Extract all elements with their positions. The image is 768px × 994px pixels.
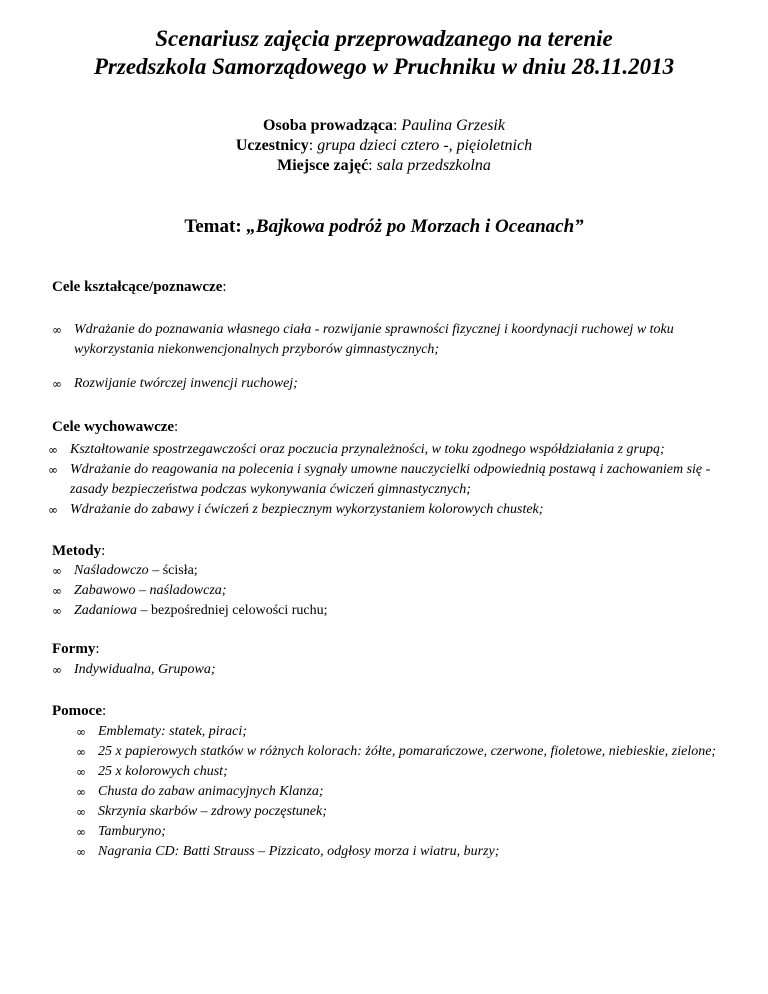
list-item [76,722,736,742]
infinity-bullet-icon: ∞ [76,725,86,739]
topic [0,216,768,238]
infinity-bullet-icon: ∞ [52,323,62,337]
list-item [76,802,736,822]
list-item [76,822,736,842]
list-item [76,782,736,802]
infinity-bullet-icon: ∞ [48,503,58,517]
list-item-text: 25 x kolorowych chust; [98,764,228,779]
section-heading-cele-wychowawcze: Cele wychowawcze: [52,419,179,435]
meta-participants-label: Uczestnicy [235,137,309,154]
list-metody [52,561,732,621]
section-heading-text: Cele kształcące/poznawcze [52,279,223,295]
list-item-text: Wdrażanie do poznawania własnego ciała - rozwijanie sprawności fizycznej i koordynacji ruchowej w toku wykorzystania niekonwencjonalnych przyborów gimnastycznych; [74,322,674,357]
meta-leader-value: Paulina Grzesik [401,117,505,134]
section-heading-text: Formy [52,641,96,657]
infinity-bullet-icon: ∞ [76,845,86,859]
infinity-bullet-icon: ∞ [52,377,62,391]
topic-label: Temat: [184,216,242,237]
list-item [52,601,732,621]
list-item-text-italic: Naśladowczo [74,563,149,578]
infinity-bullet-icon: ∞ [76,785,86,799]
list-item [76,842,736,862]
list-item [52,561,732,581]
meta-place-label: Miejsce zajęć [277,157,369,174]
document-title-line-1: Scenariusz zajęcia przeprowadzanego na terenie [155,26,613,51]
list-item [52,581,732,601]
section-heading-text: Cele wychowawcze [52,419,175,435]
list-item-text: Skrzynia skarbów – zdrowy poczęstunek; [98,804,327,819]
document-title-line-2: Przedszkola Samorządowego w Pruchniku w dniu 28.11.2013 [93,54,675,79]
list-item [48,440,748,460]
list-item-text: Tamburyno; [98,824,166,839]
infinity-bullet-icon: ∞ [76,805,86,819]
section-heading-pomoce: Pomoce: [52,703,107,719]
list-item [52,374,732,394]
list-item-text: Nagrania CD: Batti Strauss – Pizzicato, odgłosy morza i wiatru, burzy; [98,844,500,859]
list-item [48,500,748,520]
list-item-text: Indywidualna, Grupowa; [74,662,216,677]
list-item [76,742,736,762]
meta-leader: Osoba prowadząca: Paulina Grzesik [263,117,505,134]
section-heading-text: Metody [52,543,102,559]
list-formy [52,660,732,680]
list-item [48,460,748,500]
list-item-text: Wdrażanie do reagowania na polecenia i sygnały umowne nauczycielki odpowiednią postawą i zachowaniem się - zasady bezpieczeństwa podczas wykonywania ćwiczeń gimnastycznych; [70,462,711,497]
infinity-bullet-icon: ∞ [48,463,58,477]
list-item-text: – ścisła; [148,563,198,578]
infinity-bullet-icon: ∞ [76,825,86,839]
meta-place: Miejsce zajęć: sala przedszkolna [277,157,491,174]
list-item-text: Wdrażanie do zabawy i ćwiczeń z bezpiecznym wykorzystaniem kolorowych chustek; [70,502,544,517]
list-cele-ksztalcace [52,320,732,394]
meta-leader-label: Osoba prowadząca [263,117,393,134]
list-item-text-italic: Zadaniowa [74,603,138,618]
list-item-text-italic: Zabawowo – naśladowcza; [74,583,227,598]
list-item-text: Kształtowanie spostrzegawczości oraz poczucia przynależności, w toku zgodnego współdziałania z grupą; [70,442,665,457]
meta-place-value: sala przedszkolna [376,157,491,174]
infinity-bullet-icon: ∞ [52,663,62,677]
list-item-text: Emblematy: statek, piraci; [98,724,247,739]
section-heading-cele-ksztalcace: Cele kształcące/poznawcze: [52,279,227,295]
list-item [52,320,732,360]
list-item-text: Rozwijanie twórczej inwencji ruchowej; [74,376,298,391]
list-item [76,762,736,782]
list-item [52,660,732,680]
infinity-bullet-icon: ∞ [52,584,62,598]
infinity-bullet-icon: ∞ [48,443,58,457]
infinity-bullet-icon: ∞ [76,745,86,759]
section-heading-text: Pomoce [52,703,102,719]
list-item-text: 25 x papierowych statków w różnych kolorach: żółte, pomarańczowe, czerwone, fioletowe, niebieskie, zielone; [98,744,717,759]
section-heading-metody: Metody: [52,543,106,559]
list-item-text: – bezpośredniej celowości ruchu; [137,603,328,618]
section-heading-formy: Formy: [52,641,100,657]
list-item-text: Chusta do zabaw animacyjnych Klanza; [98,784,324,799]
infinity-bullet-icon: ∞ [76,765,86,779]
list-pomoce [76,722,736,862]
infinity-bullet-icon: ∞ [52,564,62,578]
meta-participants: Uczestnicy: grupa dzieci cztero -, pięioletnich [235,137,533,154]
meta-participants-value: grupa dzieci cztero -, pięioletnich [317,137,533,154]
list-cele-wychowawcze [48,440,748,520]
infinity-bullet-icon: ∞ [52,604,62,618]
topic-value: „Bajkowa podróż po Morzach i Oceanach” [246,216,584,237]
